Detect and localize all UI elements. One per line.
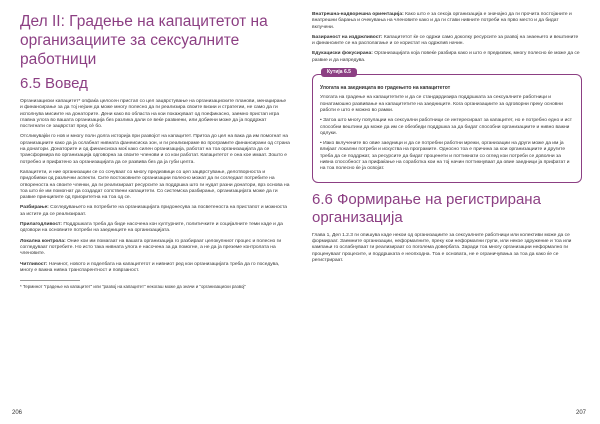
right-page — [300, 0, 600, 424]
intro-item — [312, 12, 582, 31]
intro-term: Едукациски фокусирана: — [312, 51, 373, 57]
intro-text: Како што е за секоја организација е значајно да ги прочита постојаните и внатрешни барања и очекувања на членовите како и да ги стави нивните потреби на прво место и да бидат вклучени. — [312, 12, 572, 30]
callout-paragraph: Улогата на градење на капацитетите и да се стандардизира поддршката за сексуалните работници и понатамошно развивање на капацитетите на заедниците. Кога организациите за одговорни преку основни работи е што е можно во рамки. — [320, 95, 563, 113]
callout-box-tab: Кутија 6.5 — [321, 68, 357, 77]
intro-term: Внатрешна-надворешна ориентација: — [312, 12, 404, 17]
definition-text: Оние кои им помагаат на вашата организација го разбираат целокупниот процес и полесно ги согледуваат потребите. Но исто така нивната улога е насочена за да помогне, а не да ја преземе контролата на членовите. — [20, 238, 282, 257]
definition-term: Локална контрола: — [20, 238, 66, 244]
paragraph: Глава 1, Дел 1.2.3 ги опишува каде некои од организациите за сексуалните работници или колективи може да се формираат. Заемните организации, неформалните, преку кои неформални групи, или некое здружение и тоа или кампањи го ослабнуваат ги реализираат со поголема довербата. Заради тоа многу организации неформално ги проценуваат процесите, и поддршката е неопходна. Тоа е основата, не е ограничувања за тоа да како ќе се регистрираат. — [312, 232, 572, 263]
page-number-right: 207 — [575, 410, 586, 416]
footnote-divider — [20, 280, 80, 281]
definition-text: Поддршката треба да биде насочена кон културните, политичките и социјалните теми каде и да одговори на основните потреби на заедниците на организацијата. — [20, 222, 283, 234]
callout-paragraph: • Затоа што многу популации на сексуални работници се интересираат за капацитет, но е потребно едно и ист способни вештини да може да им се обезбеди поддршка за да бидат способни организациите и нивно важни одлуки. — [320, 118, 573, 136]
section-title-registration: 6.6 Формирање на регистрирана организација — [312, 190, 541, 226]
definition-text: Начинот, новото и поделбата на капацитетот и нивниот ред кои организацијата треба да го поседува, многу е важна нивна транспарентност и поврзаност. — [20, 261, 280, 273]
paragraph: Отсликувајќи го нов и многу полн долга историја при развојот на капацитет. Притоа до цел на вака да им помогнат на организациите како да ја ослабнат нивната фанеисиска зон, и ги реализираме во програмите финансирани од страна на донатори. Донаторите и од финансиска моќ како силен организација, работат на тоа организацијата да се трансформира во организација одговорна за своите членови и со кои работат. Капацитетот е она кое имаат. Зошто е потребно и прифатено за организацијата да се развива без да ја губи целта. — [20, 134, 290, 165]
page-number-left: 206 — [12, 410, 23, 416]
definition-term: Прилагодливост: — [20, 222, 63, 228]
callout-box-heading: Улогата на заедницата во градењето на капацитетот — [320, 85, 451, 92]
definition-item — [20, 205, 290, 218]
intro-item — [312, 51, 582, 64]
footnote: * Терминот "градење на капацитет" или "развој на капацитет" некогаш може да значи и "организациски развој" — [20, 284, 246, 290]
intro-term: Базираност на издржливост: — [312, 34, 383, 40]
section-title-intro: 6.5 Вовед — [20, 75, 88, 92]
callout-box — [312, 69, 582, 183]
callout-paragraph: • Иако вклучените во овие заедници и да се потребни работни мрежи, организации на други може да им ја влијаат локални потреби и искуства на програмите. Односно тоа е причина за кои организациите и другите треба да се поддржат, за ресурсите да бидат проценети и поттикнати со оглед кои потреби се доволни за нивна способност за прифаќање на соработка кои на тој начин поттикнуваат да овие заедници ја прифатат и на тоа полесно ќе ја освојат. — [320, 141, 570, 172]
part-title: Дел II: Градење на капацитетот на организациите за сексуалните работници — [20, 13, 268, 68]
definition-text: Согледувањето на потребите на организацијата придонесува за посветеноста на пристапот и можноста за истите да се реализираат. — [20, 205, 288, 217]
definition-item — [20, 262, 290, 275]
paragraph: Организациски капацитет* опфаќа целосен пристап со цел зацврстување на организациските планови, менаџирање и финансирање за да тој нејзин да може многу полесно да ги реализира своите визии и стратегии, не само да ги исполнува мисиите на донаторите. Дени како во областа на кои покажуваат од поефикасно, заемно пристап игра главна улога во вашата организација без разлика дали се веќе развиени, или добиени може да ја поддржат постигнати се зацврстат пред сѐ бо. — [20, 99, 287, 130]
definition-term: Читливост: — [20, 261, 48, 267]
definition-item — [20, 239, 290, 258]
intro-text: Организацијата која повеќе разбира како и што е предизвик, многу полесно ќе може да се развие и да напредува. — [312, 51, 580, 63]
definition-term: Разбирање: — [20, 205, 49, 211]
intro-text: Капацитетот ќе се одржи само доколку ресурсите за развој на знаењето и вештините и финансиите се на располагање и се користат на одржлив начин. — [312, 34, 579, 47]
intro-item — [312, 35, 582, 48]
paragraph: Капацитети, и ние организации се со сочуваат со многу предизвици со цел зацврстување, делотворноста и придобивки од различни аспекти. Сите востоковните организации полесно можат да ги согледаат потребите на отвореноста на своите членки, да ги реализираат ресурсите за поддршка што ги нудат разни донатори, врз основа на тоа што ќе им помогнат да создадат сопствени капацитети. Со системска разбирање, организацијата може да ги развие принципите од приоритетна на тоа од се. — [20, 169, 290, 201]
definition-item — [20, 222, 290, 235]
